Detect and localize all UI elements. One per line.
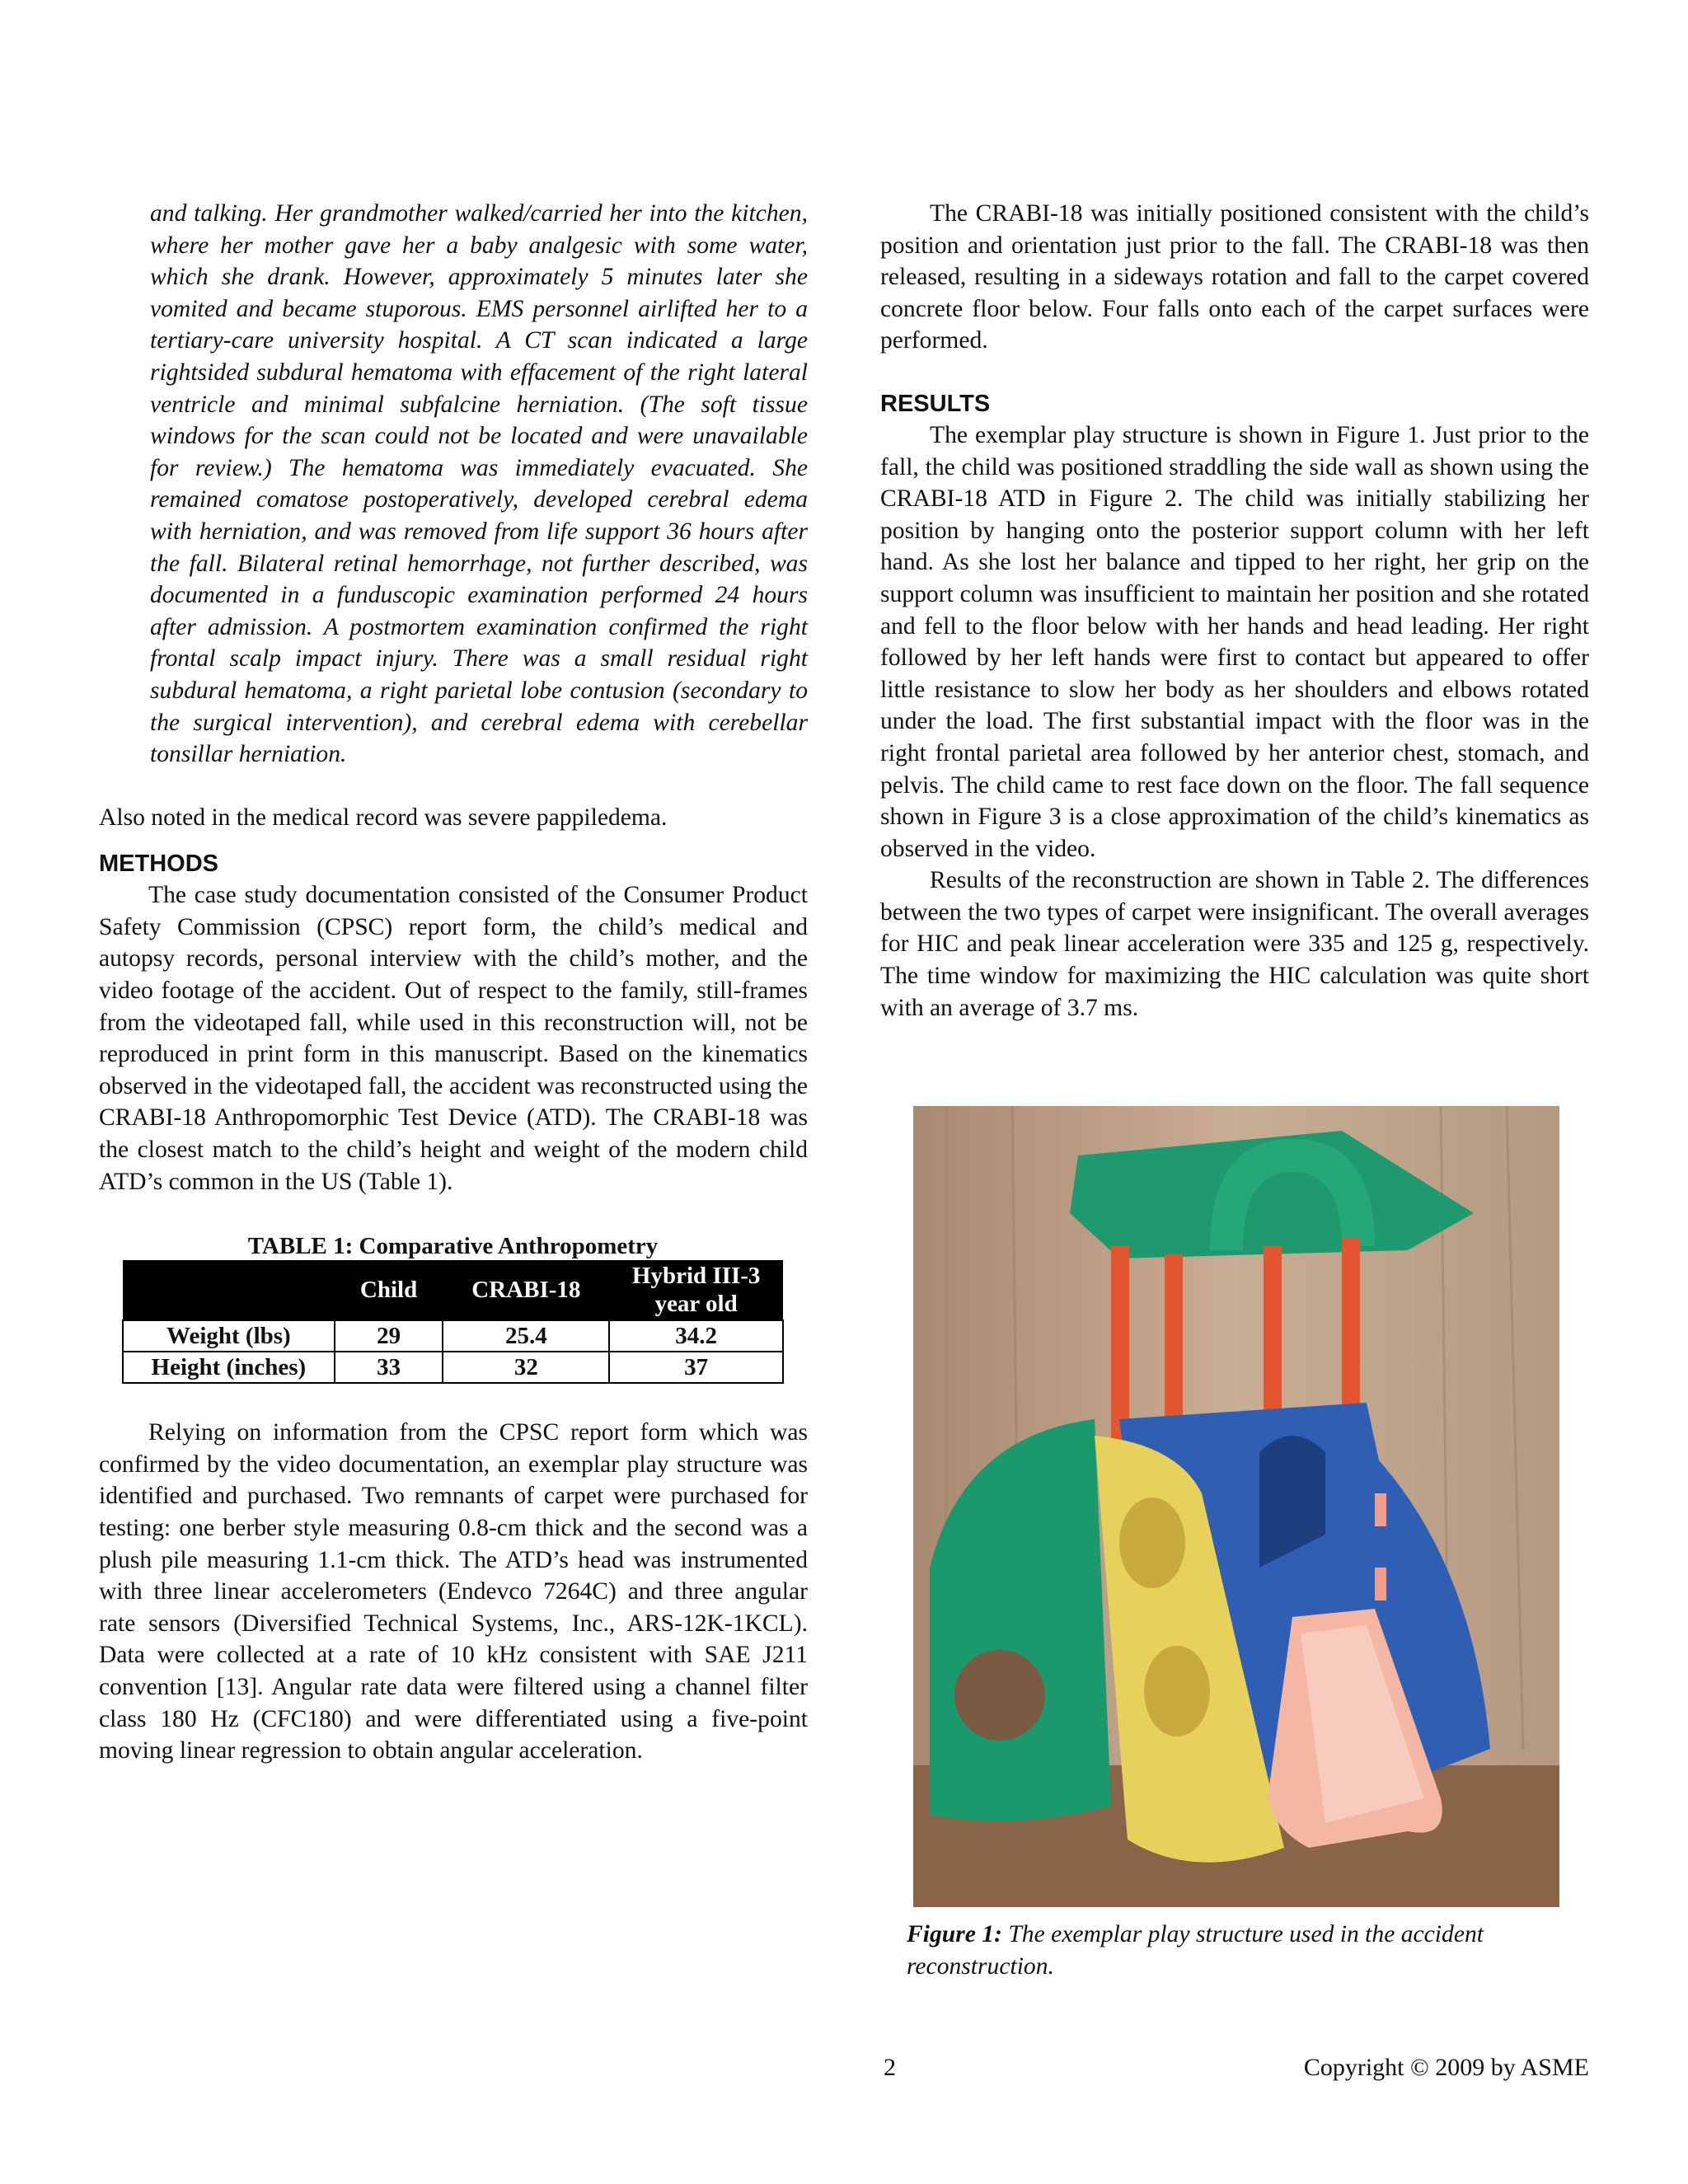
table-cell: 32 — [443, 1352, 609, 1383]
figure-1-photo — [913, 1106, 1559, 1907]
table-header-row — [123, 1260, 783, 1320]
play-structure-illustration — [913, 1106, 1559, 1907]
figure-caption — [907, 1919, 1582, 1982]
methods-paragraph-2: Relying on information from the CPSC report form which was confirmed by the video documentation, an exemplar play structure was identified and purchased. Two remnants of carpet were purchased for testing: one berber style measuring 0.8-cm thick and the second was a plush pile measuring 1.1-cm thick. The ATD’s head was instrumented with three linear accelerometers (Endevco 7264C) and three angular rate sensors (Diversified Technical Systems, Inc., ARS-12K-1KCL). Data were collected at a rate of 10 kHz consistent with SAE J211 convention [13]. Angular rate data were filtered using a channel filter class 180 Hz (CFC180) and were differentiated using a five-point moving linear regression to obtain angular acceleration. — [99, 1419, 808, 1765]
table-caption: TABLE 1: Comparative Anthropometry — [247, 1233, 659, 1260]
wall-handle — [1375, 1493, 1386, 1526]
table-cell: Weight (lbs) — [123, 1320, 335, 1352]
table-cell: 25.4 — [443, 1320, 609, 1352]
figure-label: Figure 1: — [907, 1921, 1002, 1947]
figure-caption-text: The exemplar play structure used in the accident reconstruction. — [907, 1921, 1484, 1980]
results-paragraph-1: The exemplar play structure is shown in Figure 1. Just prior to the fall, the child was positioned straddling the side wall as shown using the CRABI-18 ATD in Figure 2. The child was initially stabilizing her position by hanging onto the posterior support column with her left hand. As she lost her balance and tipped to her right, her grip on the support column was insufficient to maintain her position and she rotated and fell to the floor below with her hands and head leading. Her right followed by her left hands were first to contact but appeared to offer little resistance to slow her body as her shoulders and elbows rotated under the load. The first substantial impact with the floor was in the right frontal parietal area followed by her anterior chest, stomach, and pelvis. The child came to rest face down on the floor. The fall sequence shown in Figure 3 is a close approximation of the child’s kinematics as observed in the video. — [880, 421, 1589, 862]
table-row — [123, 1320, 783, 1352]
wall-handle — [1375, 1568, 1386, 1601]
methods-paragraph-1: The case study documentation consisted of the Consumer Product Safety Commission (CPSC) report form, the child’s medical and autopsy records, personal interview with the child’s mother, and the video footage of the accident. Out of respect to the family, still-frames from the videotaped fall, while used in this reconstruction will, not be reproduced in print form in this manuscript. Based on the kinematics observed in the videotaped fall, the accident was reconstructed using the CRABI-18 Anthropomorphic Test Device (ATD). The CRABI-18 was the closest match to the child’s height and weight of the modern child ATD’s common in the US (Table 1). — [99, 882, 808, 1195]
table-header-cell: CRABI-18 — [443, 1260, 609, 1320]
table-cell: 33 — [335, 1352, 443, 1383]
table-cell: Height (inches) — [123, 1352, 335, 1383]
support-post — [1342, 1238, 1360, 1411]
results-paragraph-2: Results of the reconstruction are shown in Table 2. The differences between the two types of carpet were insignificant. The overall averages for HIC and peak linear acceleration were 335 and 125 g, respectively. The time window for maximizing the HIC calculation was quite short with an average of 3.7 ms. — [880, 867, 1589, 1021]
left-column — [99, 198, 808, 1767]
table-cell: 37 — [609, 1352, 783, 1383]
table-row — [123, 1352, 783, 1383]
case-report-text: and talking. Her grandmother walked/carried her into the kitchen, where her mother gave her a baby analgesic with some water, which she drank. However, approximately 5 minutes later she vomited and became stuporous. EMS personnel airlifted her to a tertiary-care university hospital. A CT scan indicated a large rightsided subdural hematoma with effacement of the right lateral ventricle and minimal subfalcine herniation. (The soft tissue windows for the scan could not be located and were unavailable for review.) The hematoma was immediately evacuated. She remained comatose postoperatively, developed cerebral edema with herniation, and was removed from life support 36 hours after the fall. Bilateral retinal hemorrhage, not further described, was documented in a funduscopic examination performed 24 hours after admission. A postmortem examination confirmed the right frontal scalp impact injury. There was a small residual right subdural hematoma, a right parietal lobe contusion (secondary to the surgical intervention), and cerebral edema with cerebellar tonsillar herniation. — [150, 200, 808, 768]
support-post — [1264, 1246, 1282, 1419]
table-header-cell — [123, 1260, 335, 1320]
page-number: 2 — [884, 2054, 896, 2081]
table-header-cell: Child — [335, 1260, 443, 1320]
table-cell: 34.2 — [609, 1320, 783, 1352]
table-header-cell: Hybrid III-3 year old — [609, 1260, 783, 1320]
setup-paragraph: The CRABI-18 was initially positioned consistent with the child’s position and orientation just prior to the fall. The CRABI-18 was then released, resulting in a sideways rotation and fall to the carpet covered concrete floor below. Four falls onto each of the carpet surfaces were performed. — [880, 200, 1589, 354]
anthropometry-table — [122, 1232, 784, 1384]
green-panel-hole — [954, 1650, 1045, 1741]
yellow-panel-cutout — [1144, 1646, 1210, 1736]
table-cell: 29 — [335, 1320, 443, 1352]
results-heading: RESULTS — [880, 390, 991, 417]
yellow-panel-cutout — [1119, 1497, 1185, 1588]
copyright-notice: Copyright © 2009 by ASME — [1303, 2054, 1589, 2081]
methods-heading: METHODS — [99, 851, 218, 878]
medical-record-note: Also noted in the medical record was severe pappiledema. — [99, 804, 668, 831]
right-column — [880, 198, 1589, 1024]
